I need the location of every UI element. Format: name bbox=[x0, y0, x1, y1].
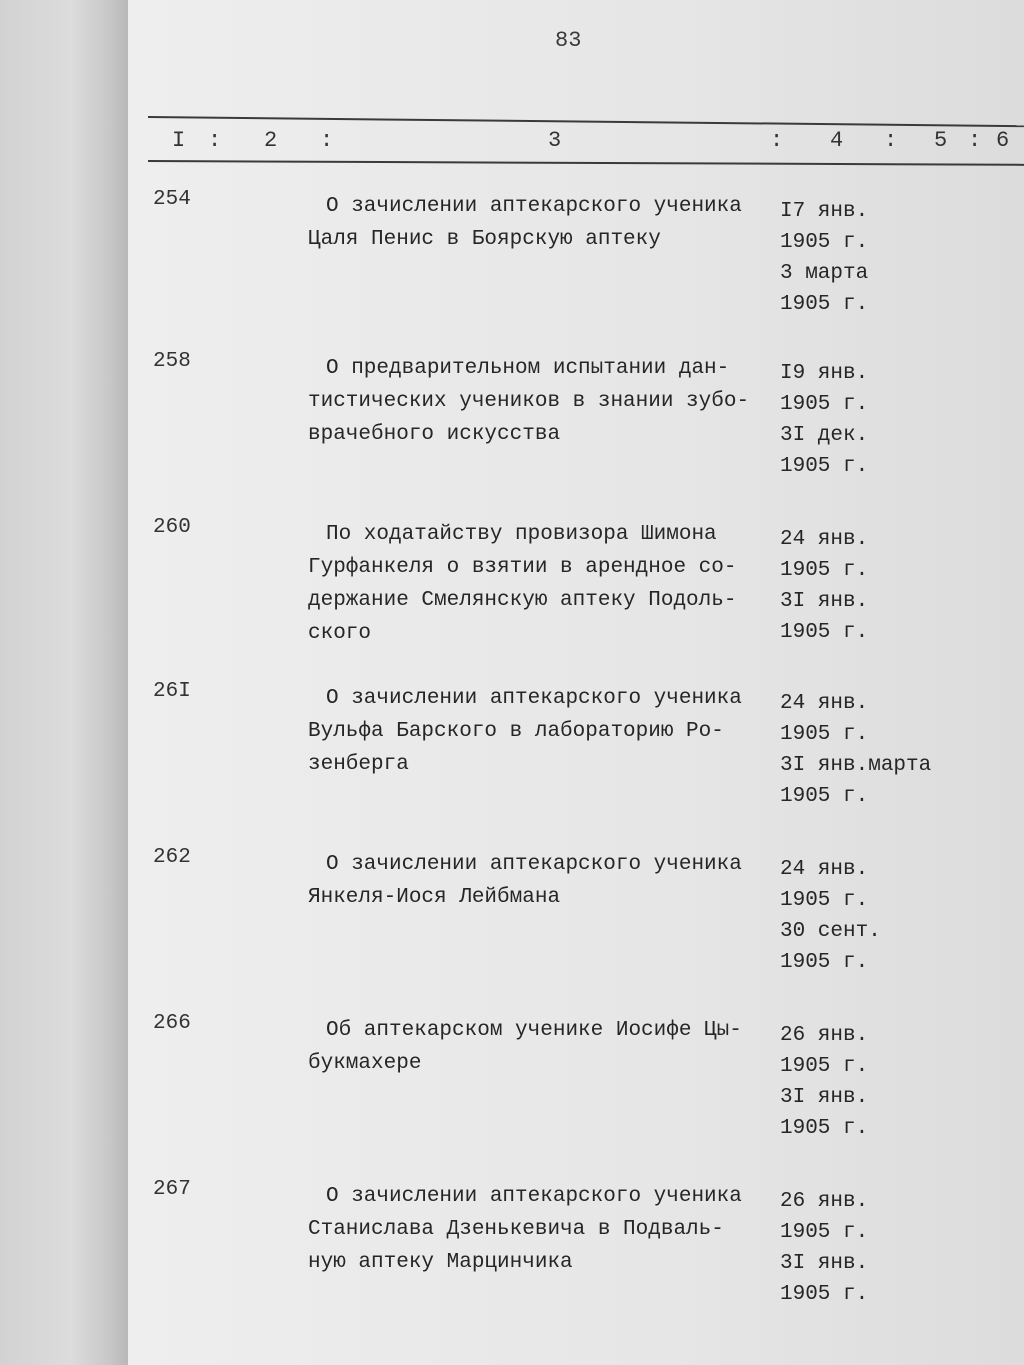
page-number: 83 bbox=[555, 28, 582, 53]
header-separator: : bbox=[208, 128, 222, 153]
header-separator: : bbox=[884, 128, 898, 153]
document-entry bbox=[0, 516, 1024, 676]
entry-title bbox=[308, 190, 778, 256]
entry-date-line: 1905 г. bbox=[780, 231, 869, 254]
document-entry bbox=[0, 1012, 1024, 1172]
entry-number: 26I bbox=[153, 680, 191, 703]
entry-number: 258 bbox=[153, 350, 191, 373]
entry-title-line: ского bbox=[308, 622, 372, 645]
entry-title-line: По ходатайству провизора Шимона bbox=[326, 523, 717, 546]
header-col-5: 5 bbox=[934, 128, 948, 153]
entry-title-line: О предварительном испытании дан- bbox=[326, 357, 730, 380]
entry-date-line: I7 янв. bbox=[780, 200, 869, 223]
entry-dates bbox=[780, 524, 868, 648]
entry-number: 262 bbox=[153, 846, 191, 869]
entry-title-line: О зачислении аптекарского ученика bbox=[326, 195, 742, 218]
entry-date-line: 24 янв. bbox=[780, 692, 869, 715]
entry-date-line: 1905 г. bbox=[780, 723, 869, 746]
entry-title bbox=[308, 1180, 778, 1279]
header-col-3: 3 bbox=[548, 128, 562, 153]
header-separator: : bbox=[968, 128, 982, 153]
header-col-6: 6 bbox=[996, 128, 1010, 153]
entry-date-line: 1905 г. bbox=[780, 559, 869, 582]
entry-date-line: 26 янв. bbox=[780, 1024, 869, 1047]
entry-date-line: 3 марта bbox=[780, 262, 869, 285]
entry-date-line: 1905 г. bbox=[780, 889, 869, 912]
entry-date-line: 1905 г. bbox=[780, 455, 869, 478]
entry-date-line: 26 янв. bbox=[780, 1190, 869, 1213]
entry-title bbox=[308, 1014, 778, 1080]
entry-date-line: 1905 г. bbox=[780, 1055, 869, 1078]
entry-dates bbox=[780, 688, 931, 812]
entry-title-line: врачебного искусства bbox=[308, 423, 561, 446]
entry-dates bbox=[780, 1186, 868, 1310]
entry-title-line: О зачислении аптекарского ученика bbox=[326, 687, 742, 710]
entry-title bbox=[308, 848, 778, 914]
document-entry bbox=[0, 188, 1024, 348]
entry-title-line: Цаля Пенис в Боярскую аптеку bbox=[308, 228, 661, 251]
entry-date-line: 1905 г. bbox=[780, 1283, 869, 1306]
entry-date-line: 1905 г. bbox=[780, 785, 869, 808]
header-col-4: 4 bbox=[830, 128, 844, 153]
entry-title-line: Вульфа Барского в лабораторию Ро- bbox=[308, 720, 724, 743]
entry-title-line: букмахере bbox=[308, 1052, 422, 1075]
entry-date-line: 1905 г. bbox=[780, 1221, 869, 1244]
entry-number: 266 bbox=[153, 1012, 191, 1035]
entry-title-line: Гурфанкеля о взятии в арендное со- bbox=[308, 556, 737, 579]
entry-title-line: тистических учеников в знании зубо- bbox=[308, 390, 750, 413]
entry-dates bbox=[780, 358, 868, 482]
entry-dates bbox=[780, 1020, 868, 1144]
entry-title bbox=[308, 682, 778, 781]
entry-date-line: 3I янв. bbox=[780, 590, 869, 613]
entry-number: 260 bbox=[153, 516, 191, 539]
document-entry bbox=[0, 680, 1024, 840]
entry-date-line: 24 янв. bbox=[780, 528, 869, 551]
entry-title bbox=[308, 518, 778, 650]
header-separator: : bbox=[770, 128, 784, 153]
entry-date-line: 1905 г. bbox=[780, 393, 869, 416]
entry-title-line: ную аптеку Марцинчика bbox=[308, 1251, 573, 1274]
document-entry bbox=[0, 846, 1024, 1006]
entry-title-line: держание Смелянскую аптеку Подоль- bbox=[308, 589, 737, 612]
entry-title-line: Об аптекарском ученике Иосифе Цы- bbox=[326, 1019, 742, 1042]
document-entry bbox=[0, 350, 1024, 510]
entry-number: 267 bbox=[153, 1178, 191, 1201]
header-col-1: I bbox=[172, 128, 186, 153]
entry-date-line: 3I дек. bbox=[780, 424, 869, 447]
entry-title-line: Янкеля-Иося Лейбмана bbox=[308, 886, 561, 909]
document-entry bbox=[0, 1178, 1024, 1338]
entry-date-line: 3I янв. bbox=[780, 1252, 869, 1275]
header-separator: : bbox=[320, 128, 334, 153]
entry-title bbox=[308, 352, 778, 451]
entry-title-line: Станислава Дзенькевича в Подваль- bbox=[308, 1218, 724, 1241]
entry-date-line: I9 янв. bbox=[780, 362, 869, 385]
entry-title-line: О зачислении аптекарского ученика bbox=[326, 853, 742, 876]
entry-date-line: 24 янв. bbox=[780, 858, 869, 881]
entry-date-line: 1905 г. bbox=[780, 951, 869, 974]
entry-title-line: О зачислении аптекарского ученика bbox=[326, 1185, 742, 1208]
entry-date-line: 1905 г. bbox=[780, 1117, 869, 1140]
header-col-2: 2 bbox=[264, 128, 278, 153]
entry-date-line: 1905 г. bbox=[780, 293, 869, 316]
entry-date-line: 3I янв.марта bbox=[780, 754, 932, 777]
entry-number: 254 bbox=[153, 188, 191, 211]
entry-date-line: 1905 г. bbox=[780, 621, 869, 644]
entry-title-line: зенберга bbox=[308, 753, 409, 776]
entry-dates bbox=[780, 196, 868, 320]
entry-date-line: 3I янв. bbox=[780, 1086, 869, 1109]
entry-dates bbox=[780, 854, 881, 978]
entry-date-line: 30 сент. bbox=[780, 920, 881, 943]
